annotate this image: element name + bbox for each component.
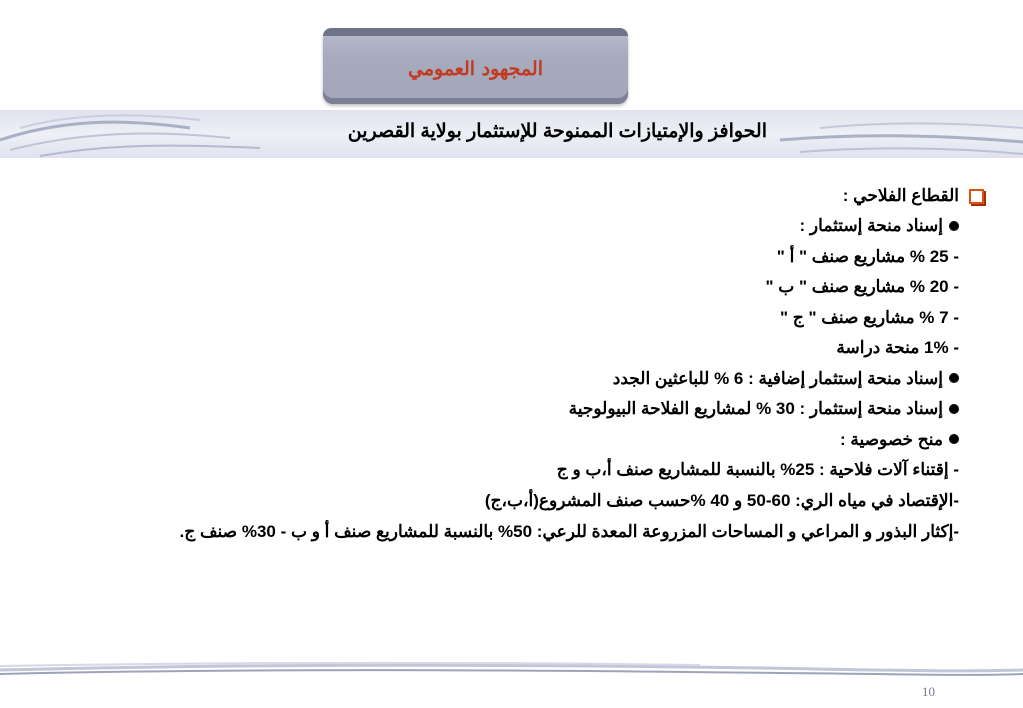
list-item-text: إسناد منحة إستثمار إضافية : 6 % للباعثين الجدد bbox=[612, 368, 943, 388]
bullet-dot-icon bbox=[949, 221, 959, 231]
tab-title: المجهود العمومي bbox=[407, 58, 543, 80]
title-tab bbox=[323, 28, 628, 104]
bullet-dot-icon bbox=[949, 434, 959, 444]
list-item bbox=[59, 211, 959, 242]
list-item bbox=[59, 455, 959, 486]
heading-text: القطاع الفلاحي : bbox=[842, 186, 959, 205]
list-item bbox=[59, 394, 959, 425]
bottom-swoosh-decoration bbox=[0, 660, 1023, 684]
subtitle-banner bbox=[0, 110, 1023, 158]
list-item bbox=[59, 333, 959, 364]
list-item-text: منح خصوصية : bbox=[839, 429, 943, 449]
list-item bbox=[59, 242, 959, 273]
list-item-text: إسناد منحة إستثمار : bbox=[799, 216, 943, 235]
list-item-text: - 25 % مشاريع صنف " أ " bbox=[776, 246, 959, 266]
list-item bbox=[59, 272, 959, 303]
content-body bbox=[59, 181, 959, 547]
list-item bbox=[59, 486, 959, 517]
list-item bbox=[59, 303, 959, 334]
list-item-text: - 7 % مشاريع صنف " ج " bbox=[779, 307, 959, 327]
bullet-dot-icon bbox=[949, 373, 959, 383]
page-number: 10 bbox=[922, 684, 935, 699]
list-item-text: - 20 % مشاريع صنف " ب " bbox=[765, 277, 959, 296]
list-item-text: - إقتناء آلات فلاحية : 25% بالنسبة للمشاريع صنف أ،ب و ج bbox=[556, 460, 959, 479]
last-paragraph: -إكثار البذور و المراعي و المساحات المزروعة المعدة للرعي: 50% بالنسبة للمشاريع صنف أ و ب - 30% صنف ج. bbox=[179, 522, 959, 541]
section-heading bbox=[59, 181, 959, 211]
list-item-text: - 1% منحة دراسة bbox=[836, 338, 959, 357]
list-item bbox=[59, 425, 959, 456]
list-item bbox=[59, 364, 959, 395]
list-item-text: -الإقتصاد في مياه الري: 60-50 و 40 %حسب صنف المشروع(أ،ب،ج) bbox=[484, 490, 959, 510]
bullet-dot-icon bbox=[949, 404, 959, 414]
checkbox-bullet-icon bbox=[969, 189, 984, 204]
list-item-text: إسناد منحة إستثمار : 30 % لمشاريع الفلاحة البيولوجية bbox=[568, 399, 943, 418]
slide-subtitle: الحوافز والإمتيازات الممنوحة للإستثمار بولاية القصرين bbox=[347, 121, 767, 142]
